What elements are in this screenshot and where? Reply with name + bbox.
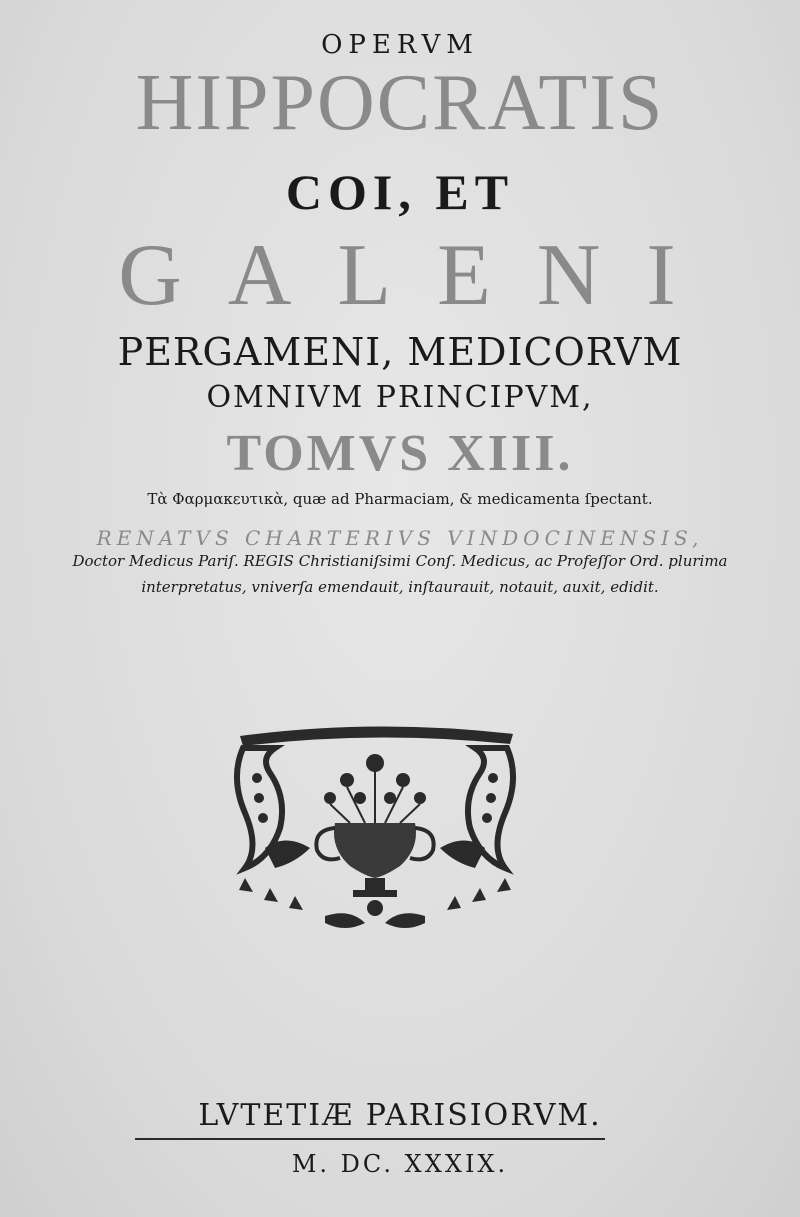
subject-line: Τὰ Φαρμακευτικὰ, quæ ad Pharmaciam, & medicamenta ſpectant. xyxy=(147,490,653,508)
printers-ornament-icon xyxy=(225,718,525,943)
imprint-place: LVTETIÆ PARISIORVM. xyxy=(198,1098,602,1133)
editor-credentials-continued: interpretatus, vniverſa emendauit, inſtaurauit, notauit, auxit, edidit. xyxy=(141,578,659,596)
hippocratis-heading: HIPPOCRATIS xyxy=(135,59,665,147)
omnium-line: OMNIVM PRINCIPVM, xyxy=(206,380,594,415)
galeni-heading: GALENI xyxy=(118,227,722,324)
imprint-year: M. DC. XXXIX. xyxy=(291,1150,509,1178)
operum-heading: OPERVM xyxy=(321,30,479,60)
pergameni-line: PERGAMENI, MEDICORVM xyxy=(117,330,683,374)
imprint-rule xyxy=(135,1138,605,1140)
editor-credentials: Doctor Medicus Pariſ. REGIS Christianiſsimi Conſ. Medicus, ac Profeſſor Ord. plurima xyxy=(72,552,728,570)
editor-name: RENATVS CHARTERIVS VINDOCINENSIS, xyxy=(96,526,704,550)
coi-et-heading: COI, ET xyxy=(285,164,515,220)
volume-number: TOMVS XIII. xyxy=(226,425,574,482)
